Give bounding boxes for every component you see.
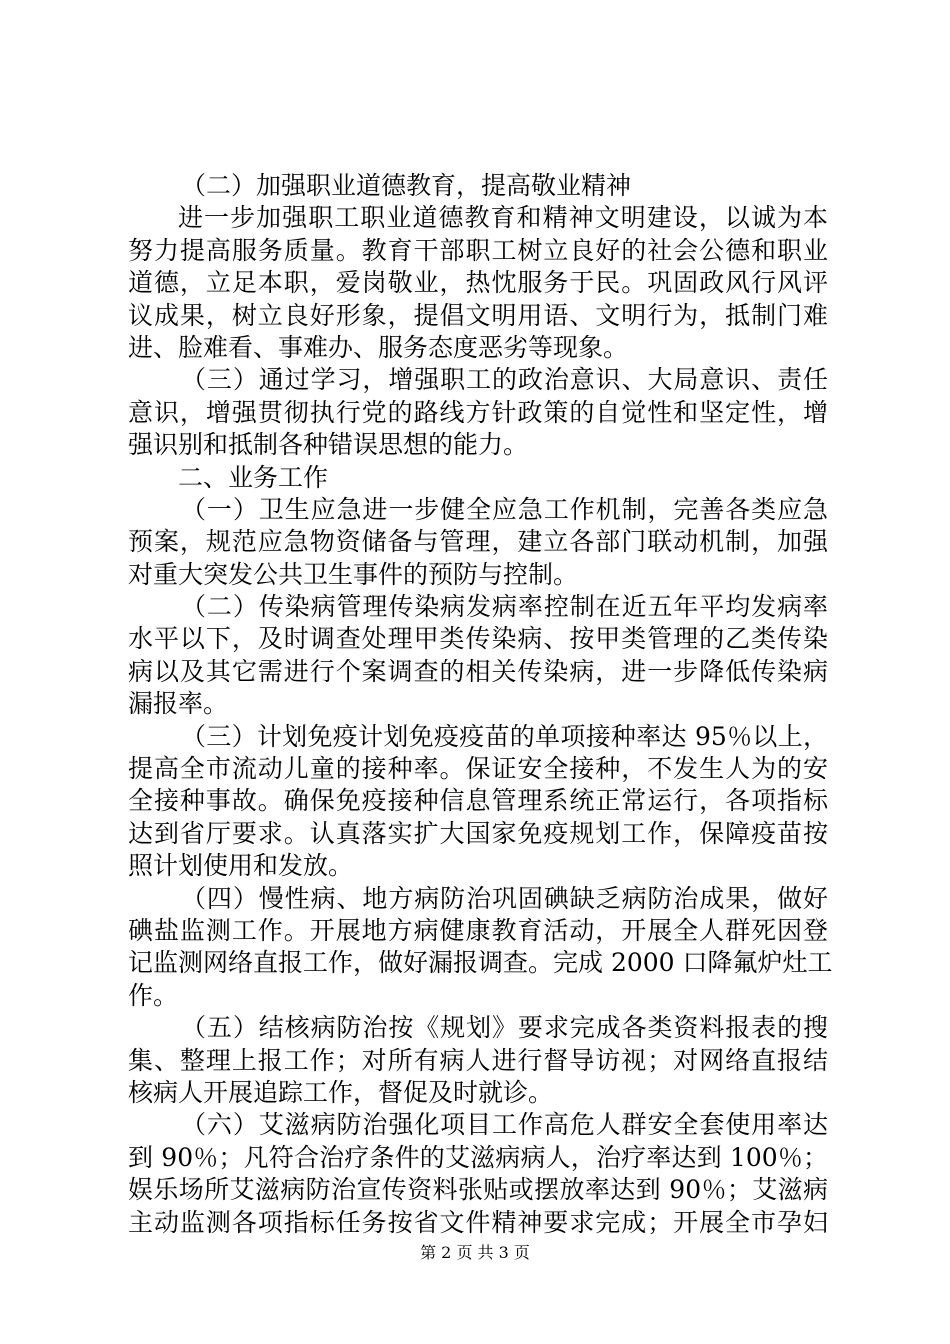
paragraph-line: 议成果，树立良好形象，提倡文明用语、文明行为，抵制门难	[128, 300, 828, 330]
paragraph-line: 提高全市流动儿童的接种率。保证安全接种，不发生人为的安	[128, 754, 828, 784]
paragraph-line: 集、整理上报工作；对所有病人进行督导访视；对网络直报结	[128, 1045, 828, 1075]
paragraph-line: 记监测网络直报工作，做好漏报调查。完成 2000 口降氟炉灶工	[128, 948, 833, 978]
paragraph-line: 照计划使用和发放。	[128, 851, 354, 881]
paragraph-line: （二）传染病管理传染病发病率控制在近五年平均发病率	[181, 592, 828, 622]
paragraph-line: （五）结核病防治按《规划》要求完成各类资料报表的搜	[181, 1013, 828, 1043]
paragraph-line: 娱乐场所艾滋病防治宣传资料张贴或摆放率达到 90％；艾滋病	[128, 1175, 828, 1205]
page-footer	[0, 1243, 950, 1263]
paragraph-line: （一）卫生应急进一步健全应急工作机制，完善各类应急	[181, 494, 828, 524]
paragraph-line: 意识，增强贯彻执行党的路线方针政策的自觉性和坚定性，增	[128, 397, 828, 427]
paragraph-line: 对重大突发公共卫生事件的预防与控制。	[128, 559, 579, 589]
page-number: 第 2 页 共 3 页	[420, 1243, 530, 1262]
paragraph-line: （三）通过学习，增强职工的政治意识、大局意识、责任	[181, 365, 828, 395]
paragraph-line: （六）艾滋病防治强化项目工作高危人群安全套使用率达	[181, 1110, 828, 1140]
paragraph-line: 漏报率。	[128, 689, 229, 719]
paragraph-line: 全接种事故。确保免疫接种信息管理系统正常运行，各项指标	[128, 786, 828, 816]
paragraph-line: 碘盐监测工作。开展地方病健康教育活动，开展全人群死因登	[128, 915, 828, 945]
paragraph-line: 进、脸难看、事难办、服务态度恶劣等现象。	[128, 332, 629, 362]
paragraph-line: （三）计划免疫计划免疫疫苗的单项接种率达 95％以上，	[181, 721, 828, 751]
paragraph-line: 道德，立足本职，爱岗敬业，热忱服务于民。巩固政风行风评	[128, 268, 828, 298]
paragraph-line: 核病人开展追踪工作，督促及时就诊。	[128, 1077, 554, 1107]
paragraph-line: 达到省厅要求。认真落实扩大国家免疫规划工作，保障疫苗按	[128, 818, 828, 848]
section-heading: 二、业务工作	[178, 462, 329, 492]
paragraph-line: 病以及其它需进行个案调查的相关传染病，进一步降低传染病	[128, 656, 828, 686]
paragraph-line: （四）慢性病、地方病防治巩固碘缺乏病防治成果，做好	[181, 883, 828, 913]
section-heading: （二）加强职业道德教育，提高敬业精神	[181, 171, 632, 200]
paragraph-line: 强识别和抵制各种错误思想的能力。	[128, 430, 529, 460]
paragraph-line: 预案，规范应急物资储备与管理，建立各部门联动机制，加强	[128, 527, 828, 557]
document-body	[128, 170, 833, 1239]
paragraph-line: 到 90％；凡符合治疗条件的艾滋病病人，治疗率达到 100％；	[128, 1142, 828, 1172]
paragraph-line: 作。	[128, 980, 179, 1010]
paragraph-line: 努力提高服务质量。教育干部职工树立良好的社会公德和职业	[128, 235, 828, 265]
paragraph-line: 主动监测各项指标任务按省文件精神要求完成；开展全市孕妇	[128, 1207, 828, 1237]
paragraph-line: 进一步加强职工职业道德教育和精神文明建设，以诚为本	[178, 203, 828, 233]
paragraph-line: 水平以下，及时调查处理甲类传染病、按甲类管理的乙类传染	[128, 624, 828, 654]
